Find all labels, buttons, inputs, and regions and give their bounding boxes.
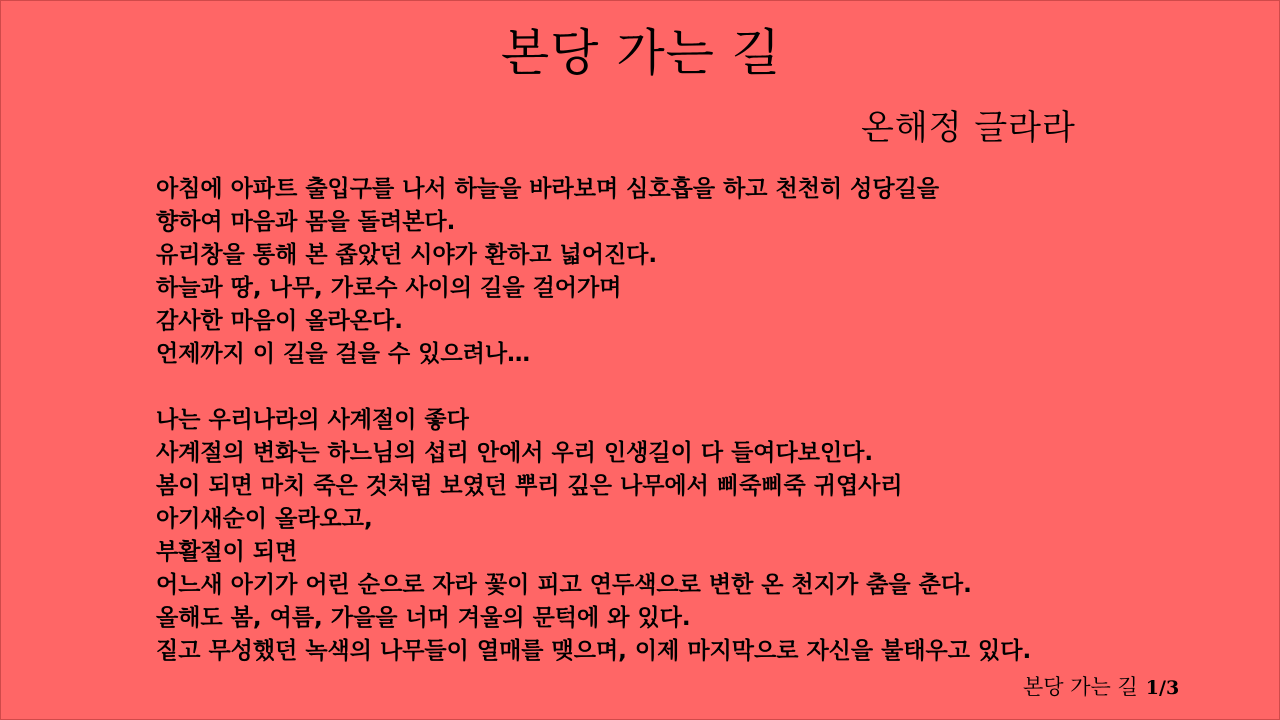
body-line: 하늘과 땅, 나무, 가로수 사이의 길을 걸어가며 [156, 275, 622, 301]
body-line: 짙고 무성했던 녹색의 나무들이 열매를 맺으며, 이제 마지막으로 자신을 불태우고 있다. [156, 638, 1032, 664]
body-line: 어느새 아기가 어린 순으로 자라 꽃이 피고 연두색으로 변한 온 천지가 춤을 춘다. [156, 572, 972, 598]
body-line: 부활절이 되면 [156, 539, 298, 565]
body-line: 언제까지 이 길을 걸을 수 있으려나… [156, 341, 531, 367]
slide-title: 본당 가는 길 [500, 24, 782, 82]
body-line: 감사한 마음이 올라온다. [156, 308, 403, 334]
body-line: 아기새순이 올라오고, [156, 506, 373, 532]
body-text [156, 173, 1236, 668]
body-line: 나는 우리나라의 사계절이 좋다 [156, 407, 469, 433]
author-name: 온해정 글라라 [861, 108, 1076, 148]
paragraph-break [156, 371, 1236, 404]
body-line: 올해도 봄, 여름, 가을을 너머 겨울의 문턱에 와 있다. [156, 605, 691, 631]
page-number: 1/3 [1145, 677, 1180, 699]
footer-title: 본당 가는 길 [1023, 675, 1138, 699]
body-line: 사계절의 변화는 하느님의 섭리 안에서 우리 인생길이 다 들여다보인다. [156, 440, 874, 466]
body-line: 향하여 마음과 몸을 돌려본다. [156, 209, 456, 235]
body-line: 유리창을 통해 본 좁았던 시야가 환하고 넓어진다. [156, 242, 658, 268]
slide-footer [1023, 673, 1179, 702]
body-line: 봄이 되면 마치 죽은 것처럼 보였던 뿌리 깊은 나무에서 삐죽삐죽 귀엽사리 [156, 473, 903, 499]
body-line: 아침에 아파트 출입구를 나서 하늘을 바라보며 심호흡을 하고 천천히 성당길을 [156, 176, 940, 202]
